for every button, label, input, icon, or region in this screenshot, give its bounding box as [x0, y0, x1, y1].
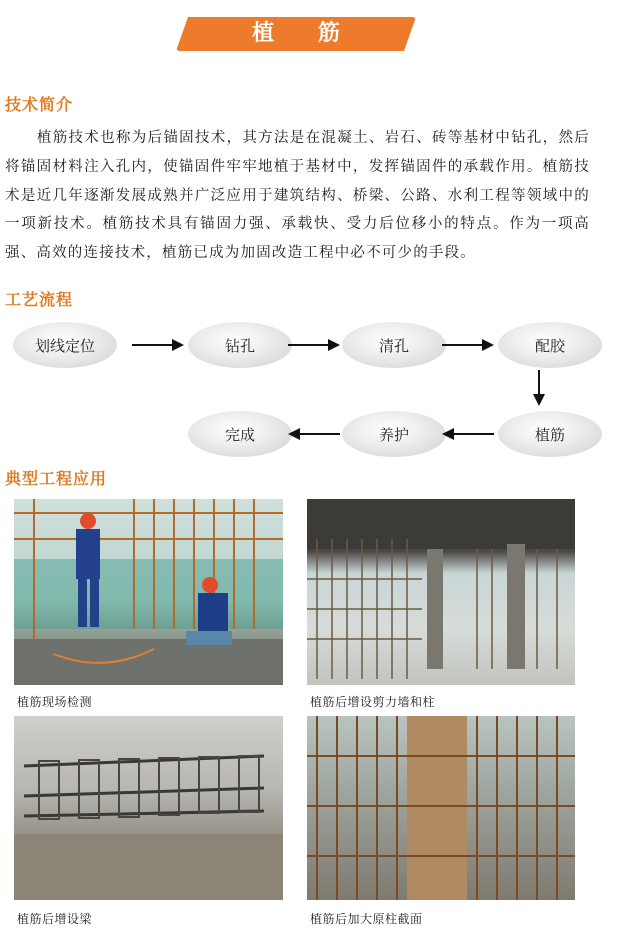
step-complete: 完成	[188, 411, 292, 457]
step-mix-glue: 配胶	[498, 322, 602, 368]
photo-site-inspection	[14, 499, 283, 685]
arrow-right-icon	[286, 337, 342, 353]
beam-rebar-illustration	[14, 716, 283, 900]
intro-paragraph: 植筋技术也称为后锚固技术，其方法是在混凝土、岩石、砖等基材中钻孔，然后将锚固材料注入孔内，使锚固件牢牢地植于基材中，发挥锚固件的承载作用。植筋技术是近几年逐渐发展成熟并广泛应用于建筑结构、桥梁、公路、水利工程等领域中的一项新技术。植筋技术具有锚固力强、承载快、受力后位移小的特点。作为一项高强、高效的连接技术，植筋已成为加固改造工程中必不可少的手段。	[5, 130, 590, 262]
column-rebar-illustration	[307, 716, 575, 900]
photo-added-beam	[14, 716, 283, 900]
step-mark-line: 划线定位	[13, 322, 117, 368]
photo-caption: 植筋后增设梁	[17, 912, 93, 926]
step-plant-bar: 植筋	[498, 411, 602, 457]
photo-caption: 植筋现场检测	[17, 695, 93, 709]
intro-heading: 技术简介	[5, 95, 74, 114]
rebar-cage-illustration	[307, 499, 575, 685]
step-clean: 清孔	[342, 322, 446, 368]
arrow-left-icon	[286, 426, 342, 442]
photo-shear-wall	[307, 499, 575, 685]
arrow-right-icon	[440, 337, 496, 353]
rebar-scaffold-illustration	[14, 499, 283, 685]
photo-caption: 植筋后增设剪力墙和柱	[310, 695, 436, 709]
page-title: 植 筋	[252, 21, 358, 46]
arrow-right-icon	[130, 337, 186, 353]
photo-caption: 植筋后加大原柱截面	[310, 912, 423, 926]
process-heading: 工艺流程	[5, 290, 74, 309]
cases-heading: 典型工程应用	[5, 469, 108, 488]
photo-enlarged-column	[307, 716, 575, 900]
step-drill: 钻孔	[188, 322, 292, 368]
step-cure: 养护	[342, 411, 446, 457]
arrow-left-icon	[440, 426, 496, 442]
arrow-down-icon	[531, 368, 547, 408]
